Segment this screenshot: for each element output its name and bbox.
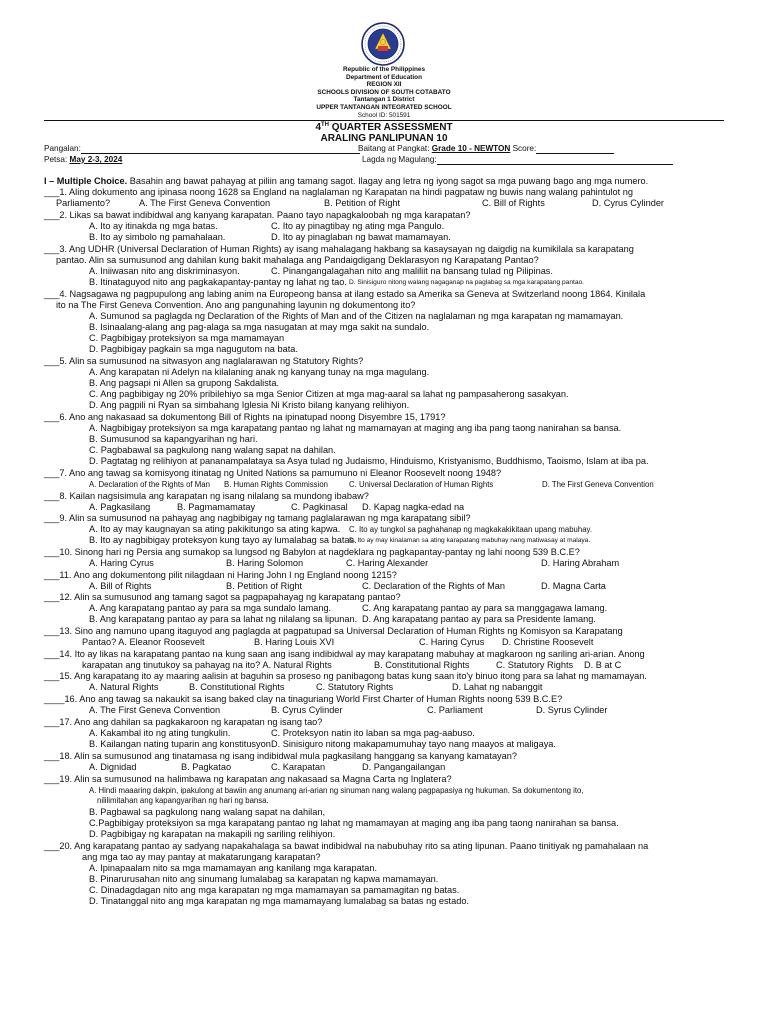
question-text <box>44 649 645 660</box>
header-line: Tantangan 1 District <box>353 96 415 104</box>
line-text: A. Ito ay itinakda ng mga batas. <box>89 221 218 231</box>
answer-choice <box>89 739 556 750</box>
assessment-title <box>0 122 768 133</box>
line-text: ___4. Nagsagawa ng pagpupulong ang labing anim na Europeong bansa at ilang estado sa Amerika sa Geneva at Switzerland noong 1864. Kinilala <box>44 289 646 299</box>
line-text: D. Pagtatag ng relihiyon at pananampalataya sa Asya tulad ng Judaismo, Hinduismo, Kristyanismo, Buddhismo, Taoismo, Islam at iba pa. <box>89 456 649 466</box>
answer-choice: D. Christine Roosevelt <box>502 637 594 647</box>
line-text: A. Haring Cyrus <box>89 558 154 568</box>
line-text: pantao. Alin sa sumusunod ang dahilan kung bakit mahalaga ang Pandaigdigang Deklarasyon ng Karapatang Pantao? <box>56 255 539 265</box>
answer-choice <box>89 818 619 829</box>
answer-choice: C. Ito ay pinagtibay ng ating mga Pangulo. <box>271 221 445 231</box>
answer-choice: B. Pagkatao <box>181 762 232 772</box>
question-text <box>44 491 369 502</box>
answer-choice: D. The First Geneva Convention <box>542 480 654 489</box>
line-text: D. Pagbibigay pagkain sa mga nagugutom na bata. <box>89 344 298 354</box>
header-line: REGION XII <box>366 81 402 89</box>
answer-choice <box>89 896 469 907</box>
line-text: ___17. Ano ang dahilan sa pagkakaroon ng karapatan ng isang tao? <box>44 717 323 727</box>
instructions-heading: I – Multiple Choice. <box>44 176 128 186</box>
line-text: A. Ipinapaalam nito sa mga mamamayan ang kanilang mga karapatan. <box>89 863 378 873</box>
header-line: School ID: 501591 <box>357 111 411 119</box>
answer-choice: C. Proteksyon natin ito laban sa mga pag-aabuso. <box>271 728 475 738</box>
line-text: Parliamento? <box>56 198 111 208</box>
quarter-number: 4 <box>315 122 322 133</box>
grade-label: Baitang at Pangkat: <box>358 144 430 153</box>
answer-choice <box>89 333 284 344</box>
answer-choice: C. Karapatan <box>271 762 326 772</box>
line-text: A. Ang karapatang pantao ay para sa mga sundalo lamang. <box>89 603 332 613</box>
answer-choice <box>89 682 543 693</box>
line-text: B. Ang pagsapi ni Allen sa grupong Sakdalista. <box>89 378 280 388</box>
answer-choice <box>97 795 269 806</box>
score-field[interactable] <box>536 145 614 154</box>
answer-choice <box>89 378 279 389</box>
answer-choice <box>89 885 459 896</box>
answer-choice <box>89 423 621 434</box>
answer-choice <box>82 852 321 863</box>
parent-signature-label: Lagda ng Magulang: <box>362 155 437 164</box>
line-text: B. Itinataguyod nito ang pagkakapantay-pantay ng lahat ng tao. <box>89 277 347 287</box>
subject-title: ARALING PANLIPUNAN 10 <box>320 133 448 144</box>
answer-choice: C. Haring Cyrus <box>419 637 485 647</box>
answer-choice: C. Pagkinasal <box>291 502 348 512</box>
answer-choice: D. Haring Abraham <box>541 558 620 568</box>
answer-choice: B. Haring Solomon <box>226 558 304 568</box>
line-text: D. Pagbibigay ng karapatan na makapili ng sariling relihiyon. <box>89 829 336 839</box>
answer-choice <box>56 255 539 266</box>
answer-choice <box>82 660 622 671</box>
answer-choice <box>89 762 446 773</box>
line-text: C. Dinadagdagan nito ang mga karapatan ng mga mamamayan sa pamamagitan ng batas. <box>89 885 460 895</box>
line-text: D. Ang pagpili ni Ryan sa simbahang Iglesia Ni Kristo bilang kanyang relihiyon. <box>89 400 410 410</box>
line-text: ___6. Ano ang nakasaad sa dokumentong Bill of Rights na ipinatupad noong Disyembre 15, 1791? <box>44 412 446 422</box>
answer-choice: D. Ito ay may kinalaman sa ating karapatang mabuhay nang matiwasay at malaya. <box>349 537 591 544</box>
answer-choice: C. Parliament <box>427 705 483 715</box>
line-text: ___8. Kailan nagsisimula ang karapatan ng isang nilalang sa mundong ibabaw? <box>44 491 369 501</box>
answer-choice <box>89 266 553 277</box>
quarter-ordinal-suffix: TH <box>321 122 330 128</box>
line-text: C. Ang pagbibigay ng 20% pribilehiyo sa mga Senior Citizen at mga mag-aaral sa lahat ng pampasaherong sasakyan. <box>89 389 569 399</box>
question-text <box>44 187 633 198</box>
answer-choice <box>89 322 429 333</box>
answer-choice: D. Cyrus Cylinder <box>592 198 664 208</box>
answer-choice <box>89 728 475 739</box>
line-text: B. Ito ay nagbibigay proteksyon kung tayo ay lumalabag sa batas. <box>89 535 357 545</box>
answer-choice: C. Pinangangalagahan nito ang maliliit na bansang tulad ng Pilipinas. <box>271 266 553 276</box>
answer-choice: C. Declaration of the Rights of Man <box>362 581 505 591</box>
question-text <box>44 412 445 423</box>
line-text: ___13. Sino ang namuno upang itaguyod ang paglagda at pagpatupad sa Universal Declaration of Human Rights ng Komisyon sa Karapatang <box>44 626 623 636</box>
line-text: C. Pagbabawal sa pagkulong nang walang sapat na dahilan. <box>89 445 336 455</box>
answer-choice <box>89 400 409 411</box>
answer-choice: B. Petition of Right <box>226 581 303 591</box>
answer-choice <box>89 389 569 400</box>
line-text: nililimitahan ang kapangyarihan ng hari ng bansa. <box>97 796 269 805</box>
question-text <box>44 626 623 637</box>
question-text <box>44 694 562 705</box>
line-text: ___1. Aling dokumento ang ipinasa noong 1628 sa England na naglalaman ng Karapatan na hindi pagpataw ng buwis nang walang pahintulot ng <box>44 187 633 197</box>
question-text <box>44 547 580 558</box>
answer-choice <box>89 367 429 378</box>
header-line: SCHOOLS DIVISION OF SOUTH COTABATO <box>317 88 451 96</box>
header-line: Department of Education <box>346 73 422 81</box>
line-text: A. The First Geneva Convention <box>89 705 221 715</box>
name-field[interactable] <box>81 145 360 154</box>
question-text <box>44 570 397 581</box>
assessment-title-text: QUARTER ASSESSMENT <box>329 122 453 133</box>
answer-choice <box>89 614 596 625</box>
question-text <box>44 210 471 221</box>
line-text: ___9. Alin sa sumusunod na pahayag ang nagbibigay ng tamang paglalarawan ng mga karapatang sibil? <box>44 513 471 523</box>
line-text: ___10. Sinong hari ng Persia ang sumakop sa lungsod ng Babylon at nagdeklara ng pagkapantay-pantay ng lahi noong 539 B.C.E? <box>44 547 580 557</box>
question-text <box>44 592 401 603</box>
line-text: B. Ito ay simbolo ng pamahalaan. <box>89 232 226 242</box>
answer-choice: A. The First Geneva Convention <box>139 198 271 208</box>
line-text: ___19. Alin sa sumusunod na halimbawa ng karapatan ang nakasaad sa Magna Carta ng Inglatera? <box>44 774 452 784</box>
line-text: A. Declaration of the Rights of Man <box>89 480 210 489</box>
answer-choice: C. Statutory Rights <box>496 660 574 670</box>
answer-choice <box>89 502 465 513</box>
answer-choice <box>89 535 591 546</box>
question-text <box>44 717 322 728</box>
question-text <box>44 468 501 479</box>
question-text <box>44 751 517 762</box>
answer-choice <box>89 456 649 467</box>
line-text: B. Isinaalang-alang ang pag-alaga sa mga nasugatan at may mga sakit na sundalo. <box>89 322 430 332</box>
line-text: A. Kakambal ito ng ating tungkulin. <box>89 728 231 738</box>
answer-choice: C. Statutory Rights <box>316 682 394 692</box>
answer-choice <box>89 524 593 535</box>
answer-choice: B. Cyrus Cylinder <box>271 705 343 715</box>
question-text <box>44 356 363 367</box>
answer-choice: C. Universal Declaration of Human Rights <box>349 480 494 489</box>
instructions <box>44 176 648 187</box>
answer-choice <box>89 311 623 322</box>
line-text: ang mga tao ay may pantay at makatarungang karapatan? <box>82 852 321 862</box>
answer-choice: C. Ang karapatang pantao ay para sa manggagawa lamang. <box>362 603 608 613</box>
line-text: A. Iniiwasan nito ang diskriminasyon. <box>89 266 240 276</box>
answer-choice <box>89 705 608 716</box>
line-text: C. Pagbibigay proteksiyon sa mga mamamayan <box>89 333 285 343</box>
name-label: Pangalan: <box>44 144 81 153</box>
answer-choice: D. Sinisiguro nitong makapamumuhay tayo nang maayos at maligaya. <box>271 739 556 749</box>
line-text: B. Pagbawal sa pagkulong nang walang sapat na dahilan, <box>89 807 325 817</box>
answer-choice <box>89 445 336 456</box>
question-text <box>44 513 471 524</box>
question-text <box>44 841 648 852</box>
line-text: C.Pagbibigay proteksiyon sa mga karapatang pantao ng lahat ng mamamayan at maging ang iba pang taong nanirahan sa bansa. <box>89 818 619 828</box>
line-text: A. Natural Rights <box>89 682 159 692</box>
line-text: Pantao? A. Eleanor Roosevelt <box>82 637 205 647</box>
grade-value: Grade 10 - NEWTON <box>431 144 511 153</box>
line-text: D. Tinatanggal nito ang mga karapatan ng mga mamamayang lumalabag sa batas ng estado. <box>89 896 469 906</box>
parent-signature-field[interactable] <box>437 156 673 165</box>
answer-choice <box>89 221 445 232</box>
answer-choice: D. Syrus Cylinder <box>536 705 608 715</box>
answer-choice: D. B at C <box>584 660 622 670</box>
line-text: A. Pagkasilang <box>89 502 151 512</box>
answer-choice <box>89 277 584 288</box>
line-text: A. Hindi maaaring dakpin, ipakulong at bawiin ang anumang ari-arian ng sinuman nang walang pagpapasiya ng hukuman. Sa dokumentong ito, <box>89 786 584 795</box>
date-row <box>44 155 122 165</box>
line-text: ito na The First Geneva Convention. Ano ang pangunahing layunin ng dokumentong ito? <box>56 300 416 310</box>
line-text: B. Pinarurusahan nito ang sinumang lumalabag sa karapatan ng kapwa mamamayan. <box>89 874 439 884</box>
answer-choice: B. Human Rights Commission <box>224 480 328 489</box>
answer-choice: B. Pagmamamatay <box>177 502 256 512</box>
answer-choice <box>89 558 620 569</box>
answer-choice <box>89 344 298 355</box>
score-label: Score: <box>512 144 537 153</box>
line-text: B. Ang karapatang pantao ay para sa lahat ng nilalang sa lipunan. <box>89 614 358 624</box>
line-text: ___5. Alin sa sumusunod na sitwasyon ang naglalarawan ng Statutory Rights? <box>44 356 364 366</box>
date-label: Petsa: <box>44 155 68 164</box>
deped-seal-logo <box>361 22 405 66</box>
answer-choice: C. Bill of Rights <box>482 198 545 208</box>
grade-row <box>358 144 614 154</box>
parent-signature-row <box>362 155 673 165</box>
question-text <box>44 244 634 255</box>
line-text: B. Kailangan nating tuparin ang konstitusyon <box>89 739 271 749</box>
header-divider <box>44 120 724 121</box>
answer-choice <box>89 829 335 840</box>
line-text: ___2. Likas sa bawat indibidwal ang kanyang karapatan. Paano tayo napagkaloobah ng mga karapatan? <box>44 210 471 220</box>
answer-choice: C. Haring Alexander <box>346 558 429 568</box>
answer-choice <box>89 874 438 885</box>
line-text: ___3. Ang UDHR (Universal Declaration of Human Rights) ay isang mahalagang hakbang sa kasaysayan ng daigdig na kumikilala sa karapatang <box>44 244 634 254</box>
answer-choice <box>89 603 608 614</box>
answer-choice: B. Constitutional Rights <box>189 682 285 692</box>
line-text: A. Nagbibigay proteksiyon sa mga karapatang pantao ng lahat ng mamamayan at maging ang iba pang taong nanirahan sa bansa. <box>89 423 622 433</box>
answer-choice: B. Petition of Right <box>324 198 401 208</box>
answer-choice <box>89 232 451 243</box>
line-text: A. Bill of Rights <box>89 581 152 591</box>
answer-choice <box>89 581 606 592</box>
answer-choice: C. Ito ay tungkol sa paghahanap ng magkakakikitaan upang mabuhay. <box>349 525 593 534</box>
header-line: Republic of the Philippines <box>342 66 426 73</box>
line-text: ___18. Alin sa sumusunod ang tinatamasa ng isang indibidwal mula pagkasilang hanggang sa kanyang kamatayan? <box>44 751 517 761</box>
question-text <box>44 774 452 785</box>
name-row <box>44 144 360 154</box>
answer-choice: D. Magna Carta <box>541 581 606 591</box>
answer-choice <box>56 198 664 209</box>
line-text: karapatan ang tinutukoy sa pahayag na ito? A. Natural Rights <box>82 660 332 670</box>
line-text: ___14. Ito ay likas na karapatang pantao na kung saan ang isang indibidwal ay may karapatang mabuhay at magkaroon ng sariling ari-arian. Anong <box>44 649 645 659</box>
answer-choice: D. Ito ay pinaglaban ng bawat mamamayan. <box>271 232 451 242</box>
answer-choice: D. Ang karapatang pantao ay para sa Presidente lamang. <box>362 614 596 624</box>
answer-choice <box>89 863 377 874</box>
answer-choice <box>89 807 325 818</box>
answer-choice <box>82 637 594 648</box>
line-text: ___15. Ang karapatang ito ay maaring aalisin at baguhin sa proseso ng panibagong batas kung saan ito'y binuo itong para sa lahat ng mamamayan. <box>44 671 647 681</box>
line-text: B. Sumusunod sa kapangyarihan ng hari. <box>89 434 258 444</box>
date-value: May 2-3, 2024 <box>69 155 123 164</box>
line-text: ____16. Ano ang tawag sa nakaukit sa isang baked clay na tinaguriang World First Charter of Human Rights noong 539 B.C.E? <box>44 694 563 704</box>
answer-choice <box>89 479 654 490</box>
header-line: UPPER TANTANGAN INTEGRATED SCHOOL <box>316 103 452 111</box>
line-text: A. Ang karapatan ni Adelyn na kilalaning anak ng kanyang tunay na mga magulang. <box>89 367 430 377</box>
line-text: ___11. Ano ang dokumentong pilit nilagdaan ni Haring John I ng England noong 1215? <box>44 570 397 580</box>
answer-choice: B. Constitutional Rights <box>374 660 470 670</box>
line-text: A. Ito ay may kaugnayan sa ating pakikitungo sa ating kapwa. <box>89 524 341 534</box>
answer-choice: B. Haring Louis XVI <box>254 637 335 647</box>
line-text: A. Dignidad <box>89 762 137 772</box>
answer-choice <box>89 434 258 445</box>
answer-choice: D. Lahat ng nabanggit <box>452 682 543 692</box>
school-header <box>0 66 768 119</box>
question-text <box>44 289 645 300</box>
question-text <box>44 671 647 682</box>
answer-choice: D. Sinisiguro nitong walang nagaganap na paglabag sa mga karapatang pantao. <box>349 279 584 286</box>
answer-choice <box>56 300 415 311</box>
line-text: ___20. Ang karapatang pantao ay sadyang napakahalaga sa bawat indibidwal na nabubuhay rito sa ating lipunan. Paano tinitiyak ng pamahalaan na <box>44 841 649 851</box>
answer-choice: D. Pangangailangan <box>362 762 446 772</box>
line-text: A. Sumunod sa paglagda ng Declaration of the Rights of Man and of the Citizen na naglalaman ng mga karapatan ng mamamayan. <box>89 311 624 321</box>
line-text: ___12. Alin sa sumusunod ang tamang sagot sa pagpapahayag ng karapatang pantao? <box>44 592 401 602</box>
instructions-text: Basahin ang bawat pahayag at piliin ang tamang sagot. Ilagay ang letra ng iyong sagot sa mga puwang bago ang mga numero. <box>127 176 649 186</box>
line-text: ___7. Ano ang tawag sa komisyong itinatag ng United Nations sa pamumuno ni Eleanor Roosevelt noong 1948? <box>44 468 502 478</box>
answer-choice: D. Kapag nagka-edad na <box>362 502 465 512</box>
